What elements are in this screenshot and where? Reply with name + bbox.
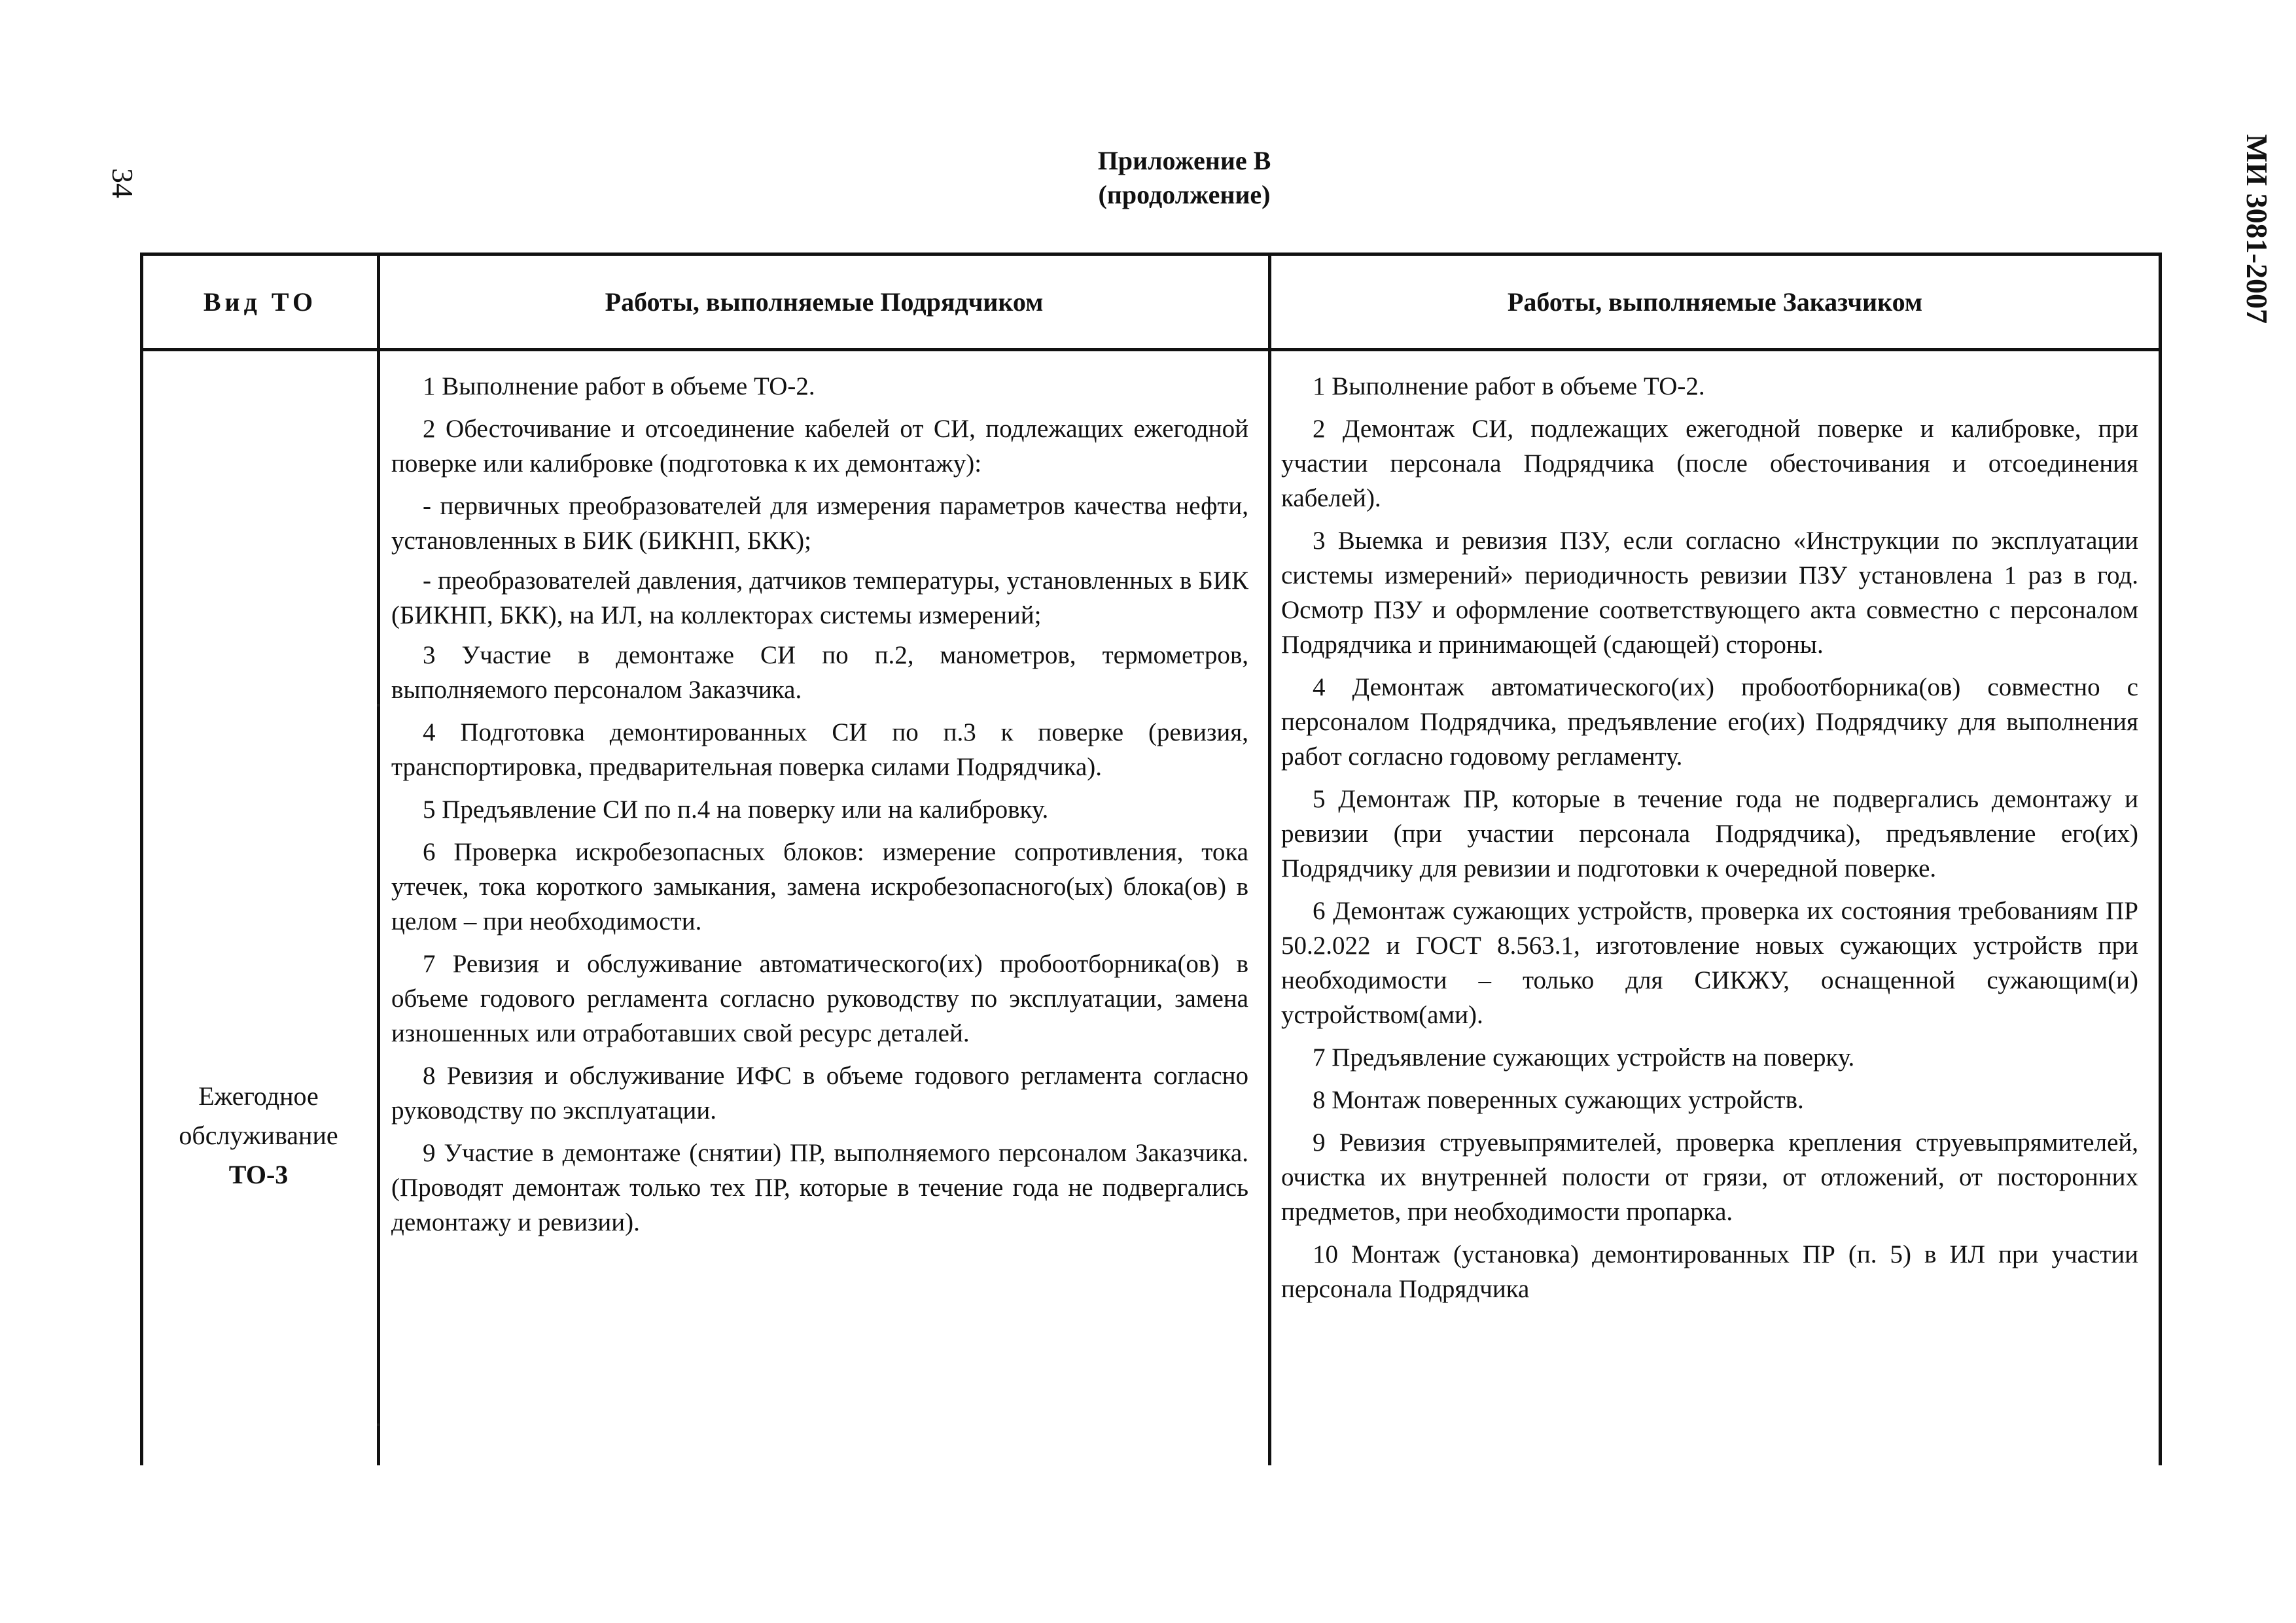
contractor-item: 9 Участие в демонтаже (снятии) ПР, выполняемого персоналом Заказчика. (Проводят демонтаж только тех ПР, которые в течение года не подвергались демонтажу и ревизии). (391, 1139, 1248, 1236)
contractor-item: 3 Участие в демонтаже СИ по п.2, манометров, термометров, выполняемого персоналом Заказчика. (391, 641, 1248, 704)
column-divider-1 (377, 253, 380, 1465)
maintenance-kind (140, 1077, 377, 1195)
appendix-title: Приложение В (1097, 146, 1271, 175)
customer-item: 5 Демонтаж ПР, которые в течение года не подвергались демонтажу и ревизии (при участии персонала Подрядчика), предъявление его(их) Подрядчику для ревизии и подготовки к очередной поверке. (1281, 785, 2138, 882)
contractor-subitem: - первичных преобразователей для измерения параметров качества нефти, установленных в БИК (БИКНП, БКК); (391, 492, 1248, 555)
customer-item: 4 Демонтаж автоматического(их) пробоотборника(ов) совместно с персоналом Подрядчика, предъявление его(их) Подрядчику для выполнения работ согласно годовому регламенту. (1281, 673, 2138, 771)
contractor-item: 2 Обесточивание и отсоединение кабелей от СИ, подлежащих ежегодной поверке или калибровке (подготовка к их демонтажу): (391, 415, 1248, 478)
header-kind: Вид ТО (203, 287, 317, 317)
customer-works (1281, 369, 2138, 1314)
contractor-item: 4 Подготовка демонтированных СИ по п.3 к поверке (ревизия, транспортировка, предварительная поверка силами Подрядчика). (391, 718, 1248, 781)
contractor-item: 6 Проверка искробезопасных блоков: измерение сопротивления, тока утечек, тока короткого замыкания, замена искробезопасного(ых) блока(ов) в целом – при необходимости. (391, 838, 1248, 935)
table-left-border (140, 253, 143, 1465)
customer-item: 7 Предъявление сужающих устройств на поверку. (1313, 1043, 1855, 1072)
document-code: МИ 3081-2007 (2240, 133, 2274, 324)
table-right-border (2159, 253, 2162, 1465)
scan-mark (377, 704, 380, 707)
contractor-works (391, 369, 1248, 1248)
customer-item: 3 Выемка и ревизия ПЗУ, если согласно «Инструкции по эксплуатации системы измерений» периодичность ревизии ПЗУ установлена 1 раз в год. Осмотр ПЗУ и оформление соответствующего акта совместно с персоналом Подрядчика и принимающей (сдающей) стороны. (1281, 527, 2138, 659)
column-divider-2 (1268, 253, 1271, 1465)
contractor-item: 5 Предъявление СИ по п.4 на поверку или на калибровку. (423, 795, 1049, 824)
customer-item: 1 Выполнение работ в объеме ТО-2. (1313, 372, 1705, 400)
customer-item: 9 Ревизия струевыпрямителей, проверка крепления струевыпрямителей, очистка их внутренней полости от грязи, от отложений, от посторонних предметов, при необходимости пропарка. (1281, 1128, 2138, 1226)
contractor-item: 8 Ревизия и обслуживание ИФС в объеме годового регламента согласно руководству по эксплуатации. (391, 1062, 1248, 1125)
maintenance-kind-line1: Ежегодное (198, 1081, 319, 1111)
contractor-subitem: - преобразователей давления, датчиков температуры, установленных в БИК (БИКНП, БКК), на ИЛ, на коллекторах системы измерений; (391, 567, 1248, 629)
maintenance-kind-line2: обслуживание (179, 1121, 338, 1150)
appendix-continuation: (продолжение) (1098, 180, 1271, 209)
contractor-item: 1 Выполнение работ в объеме ТО-2. (423, 372, 815, 400)
customer-item: 6 Демонтаж сужающих устройств, проверка их состояния требованиям ПР 50.2.022 и ГОСТ 8.563.1, изготовление новых сужающих устройств при необходимости – только для СИКЖУ, оснащенной сужающим(и) устройством(ами). (1281, 897, 2138, 1029)
contractor-item: 7 Ревизия и обслуживание автоматического(их) пробоотборника(ов) в объеме годового регламента согласно руководству по эксплуатации, замена изношенных или отработавших свой ресурс деталей. (391, 950, 1248, 1047)
customer-item: 2 Демонтаж СИ, подлежащих ежегодной поверке и калибровке, при участии персонала Подрядчика (после обесточивания и отсоединения кабелей). (1281, 415, 2138, 512)
header-contractor: Работы, выполняемые Подрядчиком (605, 287, 1044, 317)
maintenance-kind-code: ТО-3 (228, 1160, 289, 1189)
header-customer: Работы, выполняемые Заказчиком (1507, 287, 1923, 317)
appendix-heading (981, 144, 1387, 212)
customer-item: 10 Монтаж (установка) демонтированных ПР (п. 5) в ИЛ при участии персонала Подрядчика (1281, 1240, 2138, 1303)
page-number: 34 (106, 168, 140, 198)
scan-mark (377, 1423, 380, 1426)
maintenance-table (140, 253, 2162, 1465)
customer-item: 8 Монтаж поверенных сужающих устройств. (1313, 1086, 1804, 1114)
